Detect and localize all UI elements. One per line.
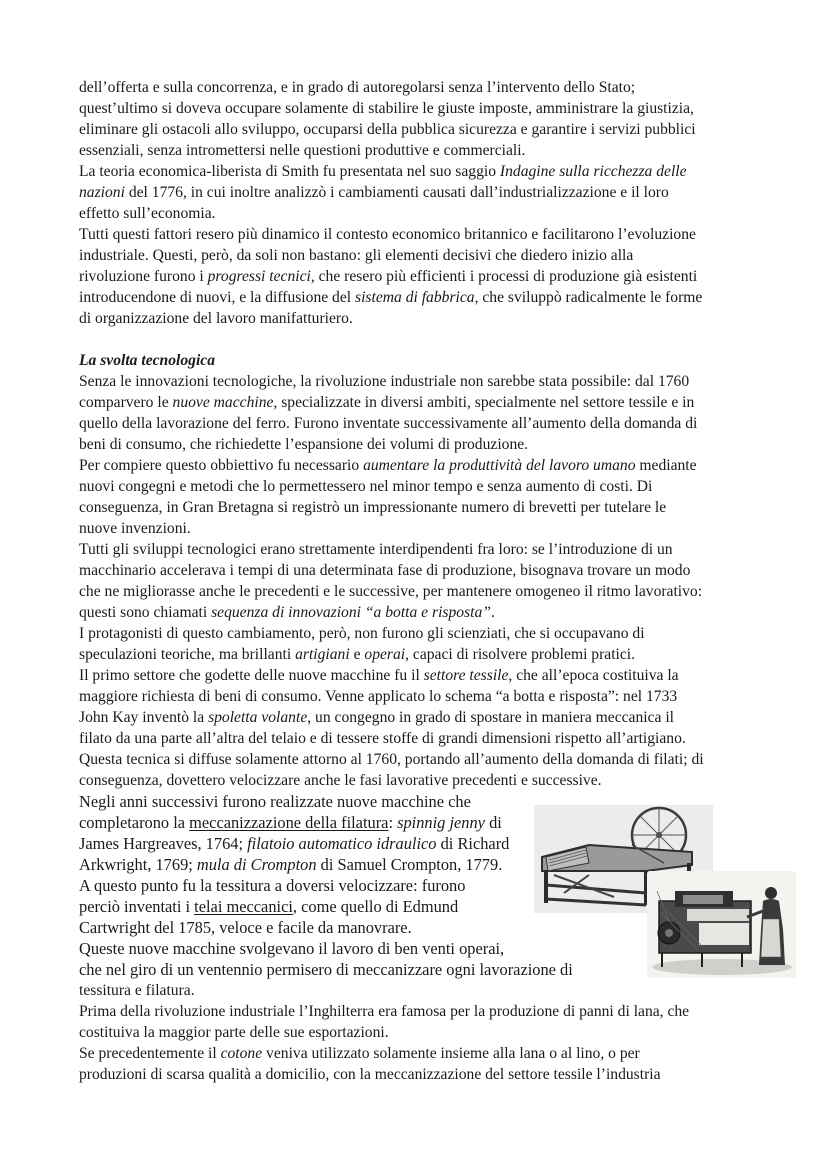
emphasis: filatoio automatico idraulico [247,834,437,853]
text-line: produzioni di scarsa qualità a domicilio, con la meccanizzazione del settore tessile l’industria [79,1066,661,1083]
text-run: , specializzate in diversi ambiti, specialmente nel settore tessile e in [273,394,695,411]
emphasis: artigiani [295,646,350,663]
text-line: che ne migliorasse anche le precedenti e le successive, per mantenere omogeneo il ritmo lavorativo: [79,583,703,600]
text-line [79,182,759,203]
text-line: A questo punto fu la tessitura a doversi velocizzare: furono [79,876,466,895]
text-line [79,455,759,476]
text-line: Senza le innovazioni tecnologiche, la rivoluzione industriale non sarebbe stata possibile: dal 1760 [79,373,690,390]
text-run: , che sviluppò radicalmente le forme [474,289,703,306]
book-title: Indagine sulla ricchezza delle [499,163,687,180]
text-run: di Samuel Crompton, 1779. [316,855,503,874]
text-run: , capaci di risolvere problemi pratici. [405,646,636,663]
text-run: , come quello di Edmund [292,897,459,916]
text-run: speculazioni teoriche, ma brillanti [79,646,296,663]
text-run: di [484,813,502,832]
text-line [79,287,759,308]
text-line: Cartwright del 1785, veloce e facile da manovrare. [79,918,412,937]
text-line: Queste nuove macchine svolgevano il lavoro di ben venti operai, [79,939,505,958]
text-line [79,392,759,413]
text-line: nuove invenzioni. [79,520,191,537]
text-run: questi sono chiamati [79,604,212,621]
section-heading: La svolta tecnologica [79,352,215,369]
underlined-term: meccanizzazione della filatura [189,813,389,832]
text-run: La teoria economica-liberista di Smith fu presentata nel suo saggio [79,163,500,180]
text-line: Tutti questi fattori resero più dinamico il contesto economico britannico e facilitarono l’evoluzione [79,226,696,243]
text-run: John Kay inventò la [79,709,209,726]
text-run: completarono la [79,813,190,832]
text-run: mediante [635,457,697,474]
text-run: Arkwright, 1769; [79,855,197,874]
text-line: costituiva la maggior parte delle sue esportazioni. [79,1024,389,1041]
text-line: di organizzazione del lavoro manifatturiero. [79,310,353,327]
text-run: rivoluzione furono i [79,268,208,285]
text-run: , un congegno in grado di spostare in maniera meccanica il [307,709,675,726]
emphasis: sistema di fabbrica [355,289,475,306]
text-line: essenziali, senza intromettersi nelle questioni produttive e commerciali. [79,142,526,159]
text-line: Negli anni successivi furono realizzate nuove macchine che [79,792,471,811]
text-run: : [388,813,398,832]
emphasis: sequenza di innovazioni “a botta e risposta” [211,604,491,621]
text-run: Se precedentemente il [79,1045,221,1062]
text-line: I protagonisti di questo cambiamento, però, non furono gli scienziati, che si occupavano di [79,625,645,642]
text-line [79,266,759,287]
text-line: beni di consumo, che richiedette l’espansione dei volumi di produzione. [79,436,529,453]
emphasis: aumentare la produttività del lavoro umano [363,457,636,474]
text-line: filato da una parte all’altra del telaio e di tessere stoffe di grandi dimensioni rispetto all’artigiano. [79,730,686,747]
emphasis: settore tessile [423,667,509,684]
text-run: . [490,604,495,621]
text-line: quest’ultimo si doveva occupare solamente di stabilire le giuste imposte, amministrare la giustizia, [79,100,694,117]
text-line [79,161,759,182]
text-line: eliminare gli ostacoli allo sviluppo, occuparsi della pubblica sicurezza e garantire i servizi pubblici [79,121,696,138]
text-line: nuovi congegni e metodi che lo permettessero nel minor tempo e senza aumento di costi. Di [79,478,653,495]
text-run: , che resero più efficienti i processi di produzione già esistenti [310,268,698,285]
text-run: del 1776, in cui inoltre analizzò i cambiamenti causati dall’industrializzazione e il loro [124,184,669,201]
emphasis: spinnig jenny [397,813,485,832]
emphasis: nuove macchine [172,394,274,411]
text-line [79,707,759,728]
text-line: Prima della rivoluzione industriale l’Inghilterra era famosa per la produzione di panni di lana, che [79,1003,690,1020]
text-line [79,644,759,665]
text-run: veniva utilizzato solamente insieme alla lana o al lino, o per [262,1045,640,1062]
text-run: di Richard [436,834,510,853]
emphasis: spoletta volante [208,709,308,726]
emphasis: cotone [220,1045,263,1062]
book-title: nazioni [79,184,125,201]
power-loom-figure [647,871,796,978]
emphasis: progressi tecnici [207,268,311,285]
text-run: James Hargreaves, 1764; [79,834,248,853]
text-line: macchinario accelerava i tempi di una determinata fase di produzione, bisognava trovare un modo [79,562,691,579]
text-run: e [349,646,365,663]
text-run: Per compiere questo obbiettivo fu necessario [79,457,364,474]
text-line [79,602,759,623]
power-loom-icon [647,871,796,978]
text-line: Questa tecnica si diffuse solamente attorno al 1760, portando all’aumento della domanda di filati; di [79,751,704,768]
text-run: perciò inventati i [79,897,195,916]
text-line [79,1043,759,1064]
text-line: quello della lavorazione del ferro. Furono inventate successivamente all’aumento della domanda di [79,415,698,432]
text-line: Tutti gli sviluppi tecnologici erano strettamente interdipendenti fra loro: se l’introduzione di un [79,541,673,558]
text-line: maggiore richiesta di beni di consumo. Venne applicato lo schema “a botta e risposta”: nel 1733 [79,688,678,705]
emphasis: mula di Crompton [196,855,317,874]
emphasis: operai [364,646,406,663]
text-line: dell’offerta e sulla concorrenza, e in grado di autoregolarsi senza l’intervento dello Stato; [79,79,636,96]
text-line: tessitura e filatura. [79,982,195,999]
text-line: conseguenza, in Gran Bretagna si registrò un impressionante numero di brevetti per tutelare le [79,499,667,516]
text-line: industriale. Questi, però, da soli non bastano: gli elementi decisivi che diedero inizio alla [79,247,634,264]
text-line [79,665,759,686]
text-line: conseguenza, dovettero velocizzare anche le fasi lavorative precedenti e successive. [79,772,602,789]
text-run: introducendone di nuovi, e la diffusione del [79,289,356,306]
text-run: comparvero le [79,394,173,411]
blank-line [79,329,759,350]
underlined-term: telai meccanici [194,897,293,916]
text-line: effetto sull’economia. [79,205,216,222]
text-run: , che all’epoca costituiva la [508,667,679,684]
text-line: che nel giro di un ventennio permisero di meccanizzare ogni lavorazione di [79,960,573,979]
text-run: Il primo settore che godette delle nuove macchine fu il [79,667,424,684]
